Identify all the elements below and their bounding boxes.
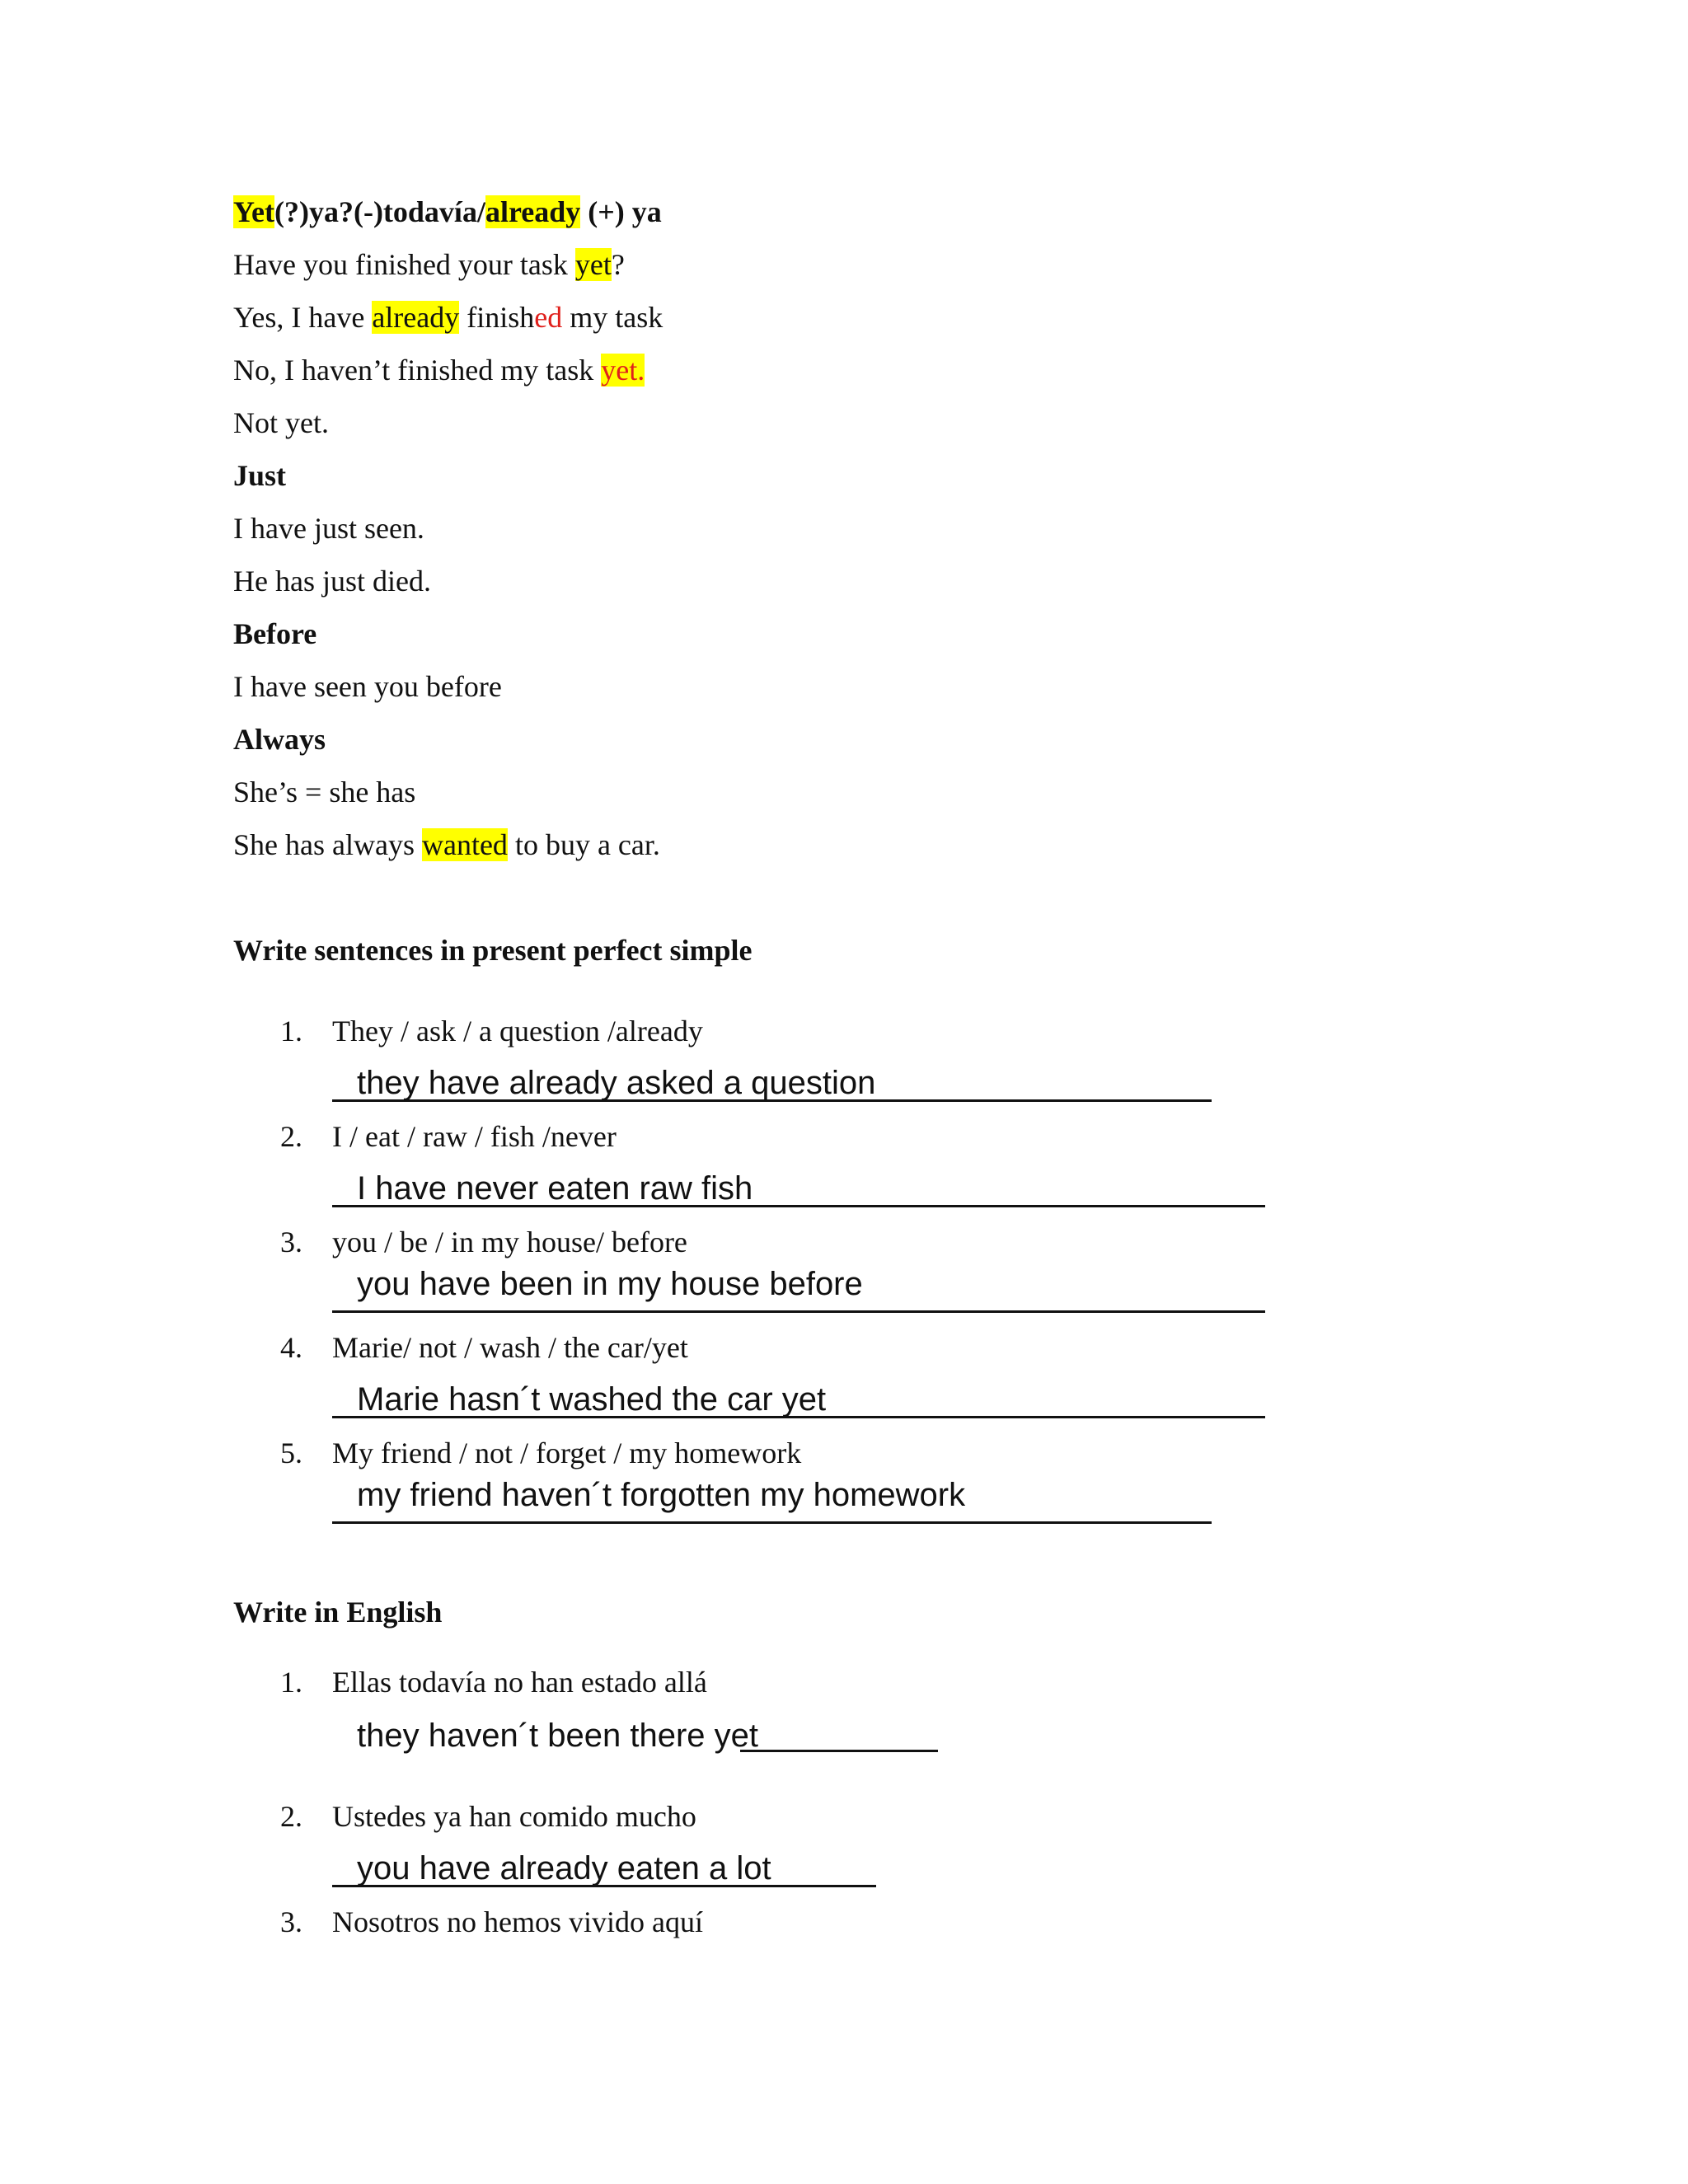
- exercise2-number-1: 1.: [280, 1666, 302, 1699]
- always-example-2-end: to buy a car.: [507, 828, 660, 861]
- exercise1-number-2: 2.: [280, 1120, 302, 1153]
- exercise2-answer-underline-1: [740, 1750, 938, 1752]
- title-already: already: [485, 195, 581, 228]
- example-question-end: ?: [611, 248, 625, 281]
- exercise2-number-2: 2.: [280, 1800, 302, 1833]
- example-yes-finish: finish: [459, 301, 535, 334]
- exercise1-answer-3: you have been in my house before: [357, 1266, 863, 1302]
- exercise2-answer-line-2[interactable]: [332, 1839, 876, 1887]
- exercise1-number-4: 4.: [280, 1331, 302, 1364]
- example-no-yet: yet.: [601, 354, 645, 387]
- exercise1-prompt-1: They / ask / a question /already: [332, 1015, 703, 1047]
- exercise1-answer-5: my friend haven´t forgotten my homework: [357, 1477, 966, 1513]
- exercise2-heading: Write in English: [233, 1596, 443, 1629]
- example-yes-text: Yes, I have: [233, 301, 373, 334]
- title-mid: (?)ya?(-)todavía/: [274, 195, 485, 228]
- exercise2-answer-2: you have already eaten a lot: [357, 1850, 771, 1886]
- heading-before: Before: [233, 617, 317, 650]
- always-example-1: She’s = she has: [233, 776, 416, 808]
- exercise1-answer-4: Marie hasn´t washed the car yet: [357, 1381, 827, 1418]
- example-question-yet: yet: [574, 248, 612, 281]
- exercise1-heading: Write sentences in present perfect simple: [233, 934, 753, 967]
- example-yes-end: my task: [562, 301, 663, 334]
- exercise2-answer-line-1[interactable]: [332, 1706, 938, 1752]
- example-no: [233, 352, 645, 388]
- just-example-1: I have just seen.: [233, 512, 424, 545]
- example-no-text: No, I haven’t finished my task: [233, 354, 602, 387]
- exercise1-prompt-2: I / eat / raw / fish /never: [332, 1120, 617, 1153]
- exercise1-answer-line-1[interactable]: [332, 1053, 1212, 1102]
- exercise1-answer-line-4[interactable]: [332, 1370, 1265, 1418]
- exercise1-answer-1: they have already asked a question: [357, 1065, 876, 1101]
- example-yes-already: already: [372, 301, 460, 334]
- exercise1-answer-line-5[interactable]: [332, 1475, 1212, 1524]
- exercise1-answer-line-2[interactable]: [332, 1159, 1265, 1207]
- exercise1-answer-line-3[interactable]: [332, 1264, 1265, 1313]
- exercise1-number-3: 3.: [280, 1226, 302, 1258]
- example-not-yet: Not yet.: [233, 406, 329, 439]
- heading-just: Just: [233, 459, 287, 492]
- example-yes-ed: ed: [534, 301, 563, 334]
- exercise1-number-5: 5.: [280, 1436, 302, 1469]
- exercise2-prompt-3: Nosotros no hemos vivido aquí: [332, 1905, 703, 1938]
- title-yet: Yet: [233, 195, 274, 228]
- title-line: [233, 194, 662, 230]
- exercise1-number-1: 1.: [280, 1015, 302, 1047]
- exercise2-answer-1: they haven´t been there yet: [357, 1718, 758, 1754]
- example-yes: [233, 299, 663, 335]
- before-example-1: I have seen you before: [233, 670, 502, 703]
- exercise1-prompt-4: Marie/ not / wash / the car/yet: [332, 1331, 688, 1364]
- exercise2-number-3: 3.: [280, 1905, 302, 1938]
- just-example-2: He has just died.: [233, 565, 431, 598]
- exercise1-prompt-3: you / be / in my house/ before: [332, 1226, 687, 1258]
- example-question-text: Have you finished your task: [233, 248, 575, 281]
- heading-always: Always: [233, 723, 326, 756]
- always-example-2-text: She has always: [233, 828, 422, 861]
- exercise1-prompt-5: My friend / not / forget / my homework: [332, 1436, 802, 1469]
- example-question: [233, 246, 625, 283]
- always-example-2: [233, 827, 660, 863]
- exercise2-prompt-1: Ellas todavía no han estado allá: [332, 1666, 707, 1699]
- title-end: (+) ya: [580, 195, 662, 228]
- exercise1-answer-2: I have never eaten raw fish: [357, 1170, 753, 1207]
- exercise2-prompt-2: Ustedes ya han comido mucho: [332, 1800, 696, 1833]
- always-example-2-wanted: wanted: [421, 828, 508, 861]
